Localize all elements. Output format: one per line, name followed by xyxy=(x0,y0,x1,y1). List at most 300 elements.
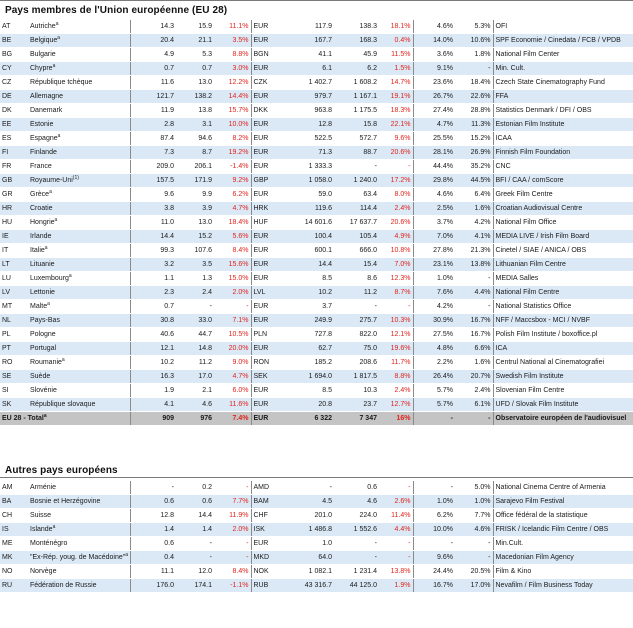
usd-share: 22.6% xyxy=(455,90,493,104)
gbo-2012: 6.1 xyxy=(289,62,334,76)
country-code: SK xyxy=(0,398,28,412)
table-row xyxy=(0,34,633,48)
footnote-mark: a xyxy=(61,357,65,363)
source: SPF Economie / Cinedata / FCB / VPDB xyxy=(493,34,633,48)
admissions-2012: - xyxy=(130,481,176,495)
table-row xyxy=(0,495,633,509)
currency: RON xyxy=(251,356,289,370)
source: National Film Office xyxy=(493,216,633,230)
currency: BGN xyxy=(251,48,289,62)
gbo-2013: 168.3 xyxy=(334,34,379,48)
country-name xyxy=(28,342,130,356)
admissions-change: -1.1% xyxy=(214,579,251,593)
source: NFF / Maccsbox - MCI / NVBF xyxy=(493,314,633,328)
admissions-2013: 44.7 xyxy=(176,328,214,342)
source: Min. Cult. xyxy=(493,62,633,76)
gbo-change: 14.7% xyxy=(379,76,413,90)
admissions-2013: - xyxy=(176,551,214,565)
gbo-change: - xyxy=(379,300,413,314)
national-share: 2.2% xyxy=(413,356,455,370)
usd-share: - xyxy=(455,537,493,551)
country-code: ME xyxy=(0,537,28,551)
country-name-text: Suède xyxy=(30,373,51,380)
currency: MKD xyxy=(251,551,289,565)
national-share: 6.2% xyxy=(413,509,455,523)
currency: CHF xyxy=(251,509,289,523)
table-row xyxy=(0,523,633,537)
table-row xyxy=(0,579,633,593)
admissions-2013: 13.0 xyxy=(176,76,214,90)
country-code: SI xyxy=(0,384,28,398)
country-name xyxy=(28,202,130,216)
gbo-change: 12.1% xyxy=(379,328,413,342)
admissions-2013: 17.0 xyxy=(176,370,214,384)
gbo-2013: 6.2 xyxy=(334,62,379,76)
country-code: GR xyxy=(0,188,28,202)
country-code: LU xyxy=(0,272,28,286)
gbo-2013: - xyxy=(334,160,379,174)
national-share: 27.4% xyxy=(413,104,455,118)
national-share: 29.8% xyxy=(413,174,455,188)
usd-share: - xyxy=(455,300,493,314)
gbo-2013: 1 817.5 xyxy=(334,370,379,384)
gbo-2012: 14.4 xyxy=(289,258,334,272)
gbo-change: 2.4% xyxy=(379,384,413,398)
admissions-change: 3.5% xyxy=(214,34,251,48)
country-name-text: Italie xyxy=(30,247,45,254)
gbo-change: 4.4% xyxy=(379,523,413,537)
usd-share: 6.6% xyxy=(455,342,493,356)
admissions-2013: 14.8 xyxy=(176,342,214,356)
gbo-2012: 1 333.3 xyxy=(289,160,334,174)
national-share: 4.7% xyxy=(413,118,455,132)
usd-share: 13.8% xyxy=(455,258,493,272)
gbo-2013: 15.4 xyxy=(334,258,379,272)
currency: DKK xyxy=(251,104,289,118)
country-name xyxy=(28,579,130,593)
country-name xyxy=(28,244,130,258)
country-name-text: Roumanie xyxy=(30,359,62,366)
country-code: BA xyxy=(0,495,28,509)
gbo-change: 7.0% xyxy=(379,258,413,272)
country-name xyxy=(28,174,130,188)
gbo-2013: 44 125.0 xyxy=(334,579,379,593)
admissions-2012: 1.9 xyxy=(130,384,176,398)
gbo-change: 1.5% xyxy=(379,62,413,76)
currency: SEK xyxy=(251,370,289,384)
currency: EUR xyxy=(251,398,289,412)
country-name xyxy=(28,216,130,230)
country-name xyxy=(28,314,130,328)
admissions-change: 5.6% xyxy=(214,230,251,244)
total-label xyxy=(0,412,130,426)
currency: CZK xyxy=(251,76,289,90)
country-code: BE xyxy=(0,34,28,48)
source: Czech State Cinematography Fund xyxy=(493,76,633,90)
admissions-2013: 2.4 xyxy=(176,286,214,300)
admissions-change: - xyxy=(214,300,251,314)
table-row xyxy=(0,76,633,90)
source: Office fédéral de la statistique xyxy=(493,509,633,523)
gbo-change: 4.9% xyxy=(379,230,413,244)
gbo-2012: - xyxy=(289,481,334,495)
gbo-2013: 1 167.1 xyxy=(334,90,379,104)
gbo-2013: 63.4 xyxy=(334,188,379,202)
national-share: 9.6% xyxy=(413,551,455,565)
gbo-change: 2.4% xyxy=(379,202,413,216)
admissions-2012: 99.3 xyxy=(130,244,176,258)
currency: EUR xyxy=(251,188,289,202)
admissions-2012: 157.5 xyxy=(130,174,176,188)
gbo-2013: 105.4 xyxy=(334,230,379,244)
admissions-2012: 4.9 xyxy=(130,48,176,62)
admissions-change: 8.4% xyxy=(214,244,251,258)
country-code: NO xyxy=(0,565,28,579)
admissions-2012: 4.1 xyxy=(130,398,176,412)
country-name xyxy=(28,356,130,370)
gbo-2013: 1 552.6 xyxy=(334,523,379,537)
country-name xyxy=(28,481,130,495)
table-row xyxy=(0,565,633,579)
total-gbo-change: 16% xyxy=(379,412,413,426)
usd-share: 21.3% xyxy=(455,244,493,258)
gbo-2013: 23.7 xyxy=(334,398,379,412)
gbo-change: 17.2% xyxy=(379,174,413,188)
country-code: LV xyxy=(0,286,28,300)
country-name xyxy=(28,188,130,202)
country-code: GB xyxy=(0,174,28,188)
country-code: RU xyxy=(0,579,28,593)
gbo-2013: 1 240.0 xyxy=(334,174,379,188)
usd-share: 35.2% xyxy=(455,160,493,174)
national-share: 10.0% xyxy=(413,523,455,537)
country-code: HU xyxy=(0,216,28,230)
usd-share: 4.6% xyxy=(455,523,493,537)
gbo-2012: 979.7 xyxy=(289,90,334,104)
admissions-2012: 14.3 xyxy=(130,20,176,34)
currency: LVL xyxy=(251,286,289,300)
country-name xyxy=(28,370,130,384)
table-row xyxy=(0,160,633,174)
total-usd-share: - xyxy=(455,412,493,426)
gbo-2012: 522.5 xyxy=(289,132,334,146)
gbo-change: 19.1% xyxy=(379,90,413,104)
gbo-2013: 10.3 xyxy=(334,384,379,398)
gbo-2013: 114.4 xyxy=(334,202,379,216)
source: BFI / CAA / comScore xyxy=(493,174,633,188)
currency: EUR xyxy=(251,34,289,48)
admissions-2013: - xyxy=(176,537,214,551)
country-code: CH xyxy=(0,509,28,523)
other-table xyxy=(0,481,633,593)
currency: EUR xyxy=(251,90,289,104)
country-code: PL xyxy=(0,328,28,342)
source: Sarajevo Film Festival xyxy=(493,495,633,509)
source: National Cinema Centre of Armenia xyxy=(493,481,633,495)
admissions-change: 15.7% xyxy=(214,104,251,118)
currency: EUR xyxy=(251,258,289,272)
admissions-2012: 0.4 xyxy=(130,551,176,565)
usd-share: - xyxy=(455,272,493,286)
gbo-2012: 727.8 xyxy=(289,328,334,342)
admissions-2013: 13.0 xyxy=(176,216,214,230)
national-share: 14.0% xyxy=(413,34,455,48)
gbo-2012: 1 058.0 xyxy=(289,174,334,188)
total-admissions-change: 7.4% xyxy=(214,412,251,426)
total-currency: EUR xyxy=(251,412,289,426)
gbo-change: 10.8% xyxy=(379,244,413,258)
gbo-change: 22.1% xyxy=(379,118,413,132)
country-name xyxy=(28,146,130,160)
admissions-change: 19.2% xyxy=(214,146,251,160)
admissions-2012: 11.1 xyxy=(130,565,176,579)
national-share: 2.5% xyxy=(413,202,455,216)
gbo-2013: 275.7 xyxy=(334,314,379,328)
table-row xyxy=(0,20,633,34)
gbo-2013: 4.6 xyxy=(334,495,379,509)
country-name xyxy=(28,48,130,62)
usd-share: 7.7% xyxy=(455,509,493,523)
table-row xyxy=(0,384,633,398)
admissions-change: 7.1% xyxy=(214,314,251,328)
gbo-2012: 43 316.7 xyxy=(289,579,334,593)
table-row xyxy=(0,509,633,523)
admissions-change: 12.2% xyxy=(214,76,251,90)
admissions-change: 8.2% xyxy=(214,132,251,146)
gbo-2013: 11.2 xyxy=(334,286,379,300)
admissions-2012: 121.7 xyxy=(130,90,176,104)
country-name-text: Bosnie et Herzégovine xyxy=(30,498,101,505)
national-share: 9.1% xyxy=(413,62,455,76)
country-code: CY xyxy=(0,62,28,76)
country-name xyxy=(28,118,130,132)
admissions-change: 4.7% xyxy=(214,202,251,216)
admissions-2013: 3.9 xyxy=(176,202,214,216)
gbo-change: 9.6% xyxy=(379,132,413,146)
national-share: 23.6% xyxy=(413,76,455,90)
eu-section-title: Pays membres de l'Union européenne (EU 28) xyxy=(5,5,228,16)
total-source: Observatoire européen de l'audiovisuel xyxy=(493,412,633,426)
country-name xyxy=(28,286,130,300)
table-row xyxy=(0,244,633,258)
table-row xyxy=(0,90,633,104)
country-name xyxy=(28,523,130,537)
source: National Statistics Office xyxy=(493,300,633,314)
national-share: 7.6% xyxy=(413,286,455,300)
country-name-text: Estonie xyxy=(30,121,54,128)
usd-share: 6.1% xyxy=(455,398,493,412)
country-name xyxy=(28,34,130,48)
table-row xyxy=(0,48,633,62)
table-row xyxy=(0,356,633,370)
gbo-2012: 185.2 xyxy=(289,356,334,370)
source: FFA xyxy=(493,90,633,104)
admissions-2013: 4.6 xyxy=(176,398,214,412)
source: Film & Kino xyxy=(493,565,633,579)
admissions-2013: 2.1 xyxy=(176,384,214,398)
admissions-2012: 7.3 xyxy=(130,146,176,160)
admissions-change: 7.7% xyxy=(214,495,251,509)
gbo-change: 20.6% xyxy=(379,216,413,230)
table-row xyxy=(0,328,633,342)
gbo-2012: 20.8 xyxy=(289,398,334,412)
admissions-2012: 87.4 xyxy=(130,132,176,146)
admissions-2013: 8.7 xyxy=(176,146,214,160)
currency: EUR xyxy=(251,62,289,76)
footnote-mark: a xyxy=(52,524,56,530)
country-code: AT xyxy=(0,20,28,34)
country-name xyxy=(28,551,130,565)
gbo-2012: 1 486.8 xyxy=(289,523,334,537)
source: Min.Cult. xyxy=(493,537,633,551)
admissions-2013: 174.1 xyxy=(176,579,214,593)
gbo-change: 12.3% xyxy=(379,272,413,286)
national-share: 24.4% xyxy=(413,565,455,579)
usd-share: 10.6% xyxy=(455,34,493,48)
gbo-2012: 1 082.1 xyxy=(289,565,334,579)
country-code: DE xyxy=(0,90,28,104)
footnote-mark: a xyxy=(49,189,52,195)
admissions-2013: - xyxy=(176,300,214,314)
table-row xyxy=(0,481,633,495)
country-name-text: Grèce xyxy=(30,191,50,198)
usd-share: 11.3% xyxy=(455,118,493,132)
national-share: 4.6% xyxy=(413,188,455,202)
gbo-2013: 8.6 xyxy=(334,272,379,286)
admissions-change: 10.5% xyxy=(214,328,251,342)
usd-share: - xyxy=(455,551,493,565)
national-share: 23.1% xyxy=(413,258,455,272)
country-name-text: Croatie xyxy=(30,205,53,212)
country-code: MK xyxy=(0,551,28,565)
admissions-change: - xyxy=(214,481,251,495)
country-name-text: Hongrie xyxy=(30,219,55,226)
country-code: SE xyxy=(0,370,28,384)
gbo-2012: 8.5 xyxy=(289,272,334,286)
top-rule xyxy=(0,0,633,1)
currency: EUR xyxy=(251,244,289,258)
usd-share: 44.5% xyxy=(455,174,493,188)
country-name-text: Arménie xyxy=(30,484,57,491)
currency: ISK xyxy=(251,523,289,537)
admissions-2012: 14.4 xyxy=(130,230,176,244)
admissions-2012: 2.3 xyxy=(130,286,176,300)
usd-share: 4.1% xyxy=(455,230,493,244)
usd-share: 17.0% xyxy=(455,579,493,593)
table-row xyxy=(0,398,633,412)
source: Croatian Audiovisual Centre xyxy=(493,202,633,216)
gbo-change: 1.9% xyxy=(379,579,413,593)
country-name-text: Autriche xyxy=(30,23,56,30)
table-row xyxy=(0,146,633,160)
country-name xyxy=(28,272,130,286)
admissions-change: 11.6% xyxy=(214,398,251,412)
gbo-change: - xyxy=(379,160,413,174)
footnote-mark: (1) xyxy=(72,175,79,181)
table-row xyxy=(0,370,633,384)
gbo-2012: 963.8 xyxy=(289,104,334,118)
country-code: CZ xyxy=(0,76,28,90)
country-name-text: Lettonie xyxy=(30,289,55,296)
gbo-2012: 100.4 xyxy=(289,230,334,244)
table-row xyxy=(0,537,633,551)
country-code: FR xyxy=(0,160,28,174)
admissions-change: 20.0% xyxy=(214,342,251,356)
gbo-change: 20.6% xyxy=(379,146,413,160)
other-rule xyxy=(0,477,633,478)
table-row xyxy=(0,342,633,356)
country-name xyxy=(28,160,130,174)
usd-share: 6.4% xyxy=(455,188,493,202)
currency: GBP xyxy=(251,174,289,188)
admissions-2012: 0.6 xyxy=(130,495,176,509)
country-name-text: Slovénie xyxy=(30,387,57,394)
gbo-2012: 4.5 xyxy=(289,495,334,509)
admissions-change: 18.4% xyxy=(214,216,251,230)
gbo-2013: 1 231.4 xyxy=(334,565,379,579)
admissions-2012: 12.1 xyxy=(130,342,176,356)
country-name-text: Finlande xyxy=(30,149,57,156)
admissions-2013: 9.9 xyxy=(176,188,214,202)
table-row xyxy=(0,258,633,272)
national-share: 1.0% xyxy=(413,495,455,509)
currency: EUR xyxy=(251,132,289,146)
country-name xyxy=(28,495,130,509)
source: MEDIA LIVE / Irish Film Board xyxy=(493,230,633,244)
footnote-mark: a xyxy=(44,245,48,251)
country-name xyxy=(28,565,130,579)
source: Greek Film Centre xyxy=(493,188,633,202)
gbo-2013: - xyxy=(334,300,379,314)
gbo-change: 19.6% xyxy=(379,342,413,356)
gbo-change: 2.6% xyxy=(379,495,413,509)
gbo-change: 11.5% xyxy=(379,48,413,62)
national-share: 27.5% xyxy=(413,328,455,342)
country-name xyxy=(28,384,130,398)
country-name xyxy=(28,509,130,523)
currency: EUR xyxy=(251,20,289,34)
gbo-2012: 62.7 xyxy=(289,342,334,356)
country-name-text: Portugal xyxy=(30,345,57,352)
currency: HRK xyxy=(251,202,289,216)
table-row xyxy=(0,551,633,565)
national-share: 4.2% xyxy=(413,300,455,314)
country-name-text: Bulgarie xyxy=(30,51,56,58)
gbo-2013: 666.0 xyxy=(334,244,379,258)
admissions-2012: 12.8 xyxy=(130,509,176,523)
admissions-change: 15.0% xyxy=(214,272,251,286)
source: Swedish Film Institute xyxy=(493,370,633,384)
source: Cinetel / SIAE / ANICA / OBS xyxy=(493,244,633,258)
currency: EUR xyxy=(251,146,289,160)
country-name-text: Danemark xyxy=(30,107,63,114)
currency: EUR xyxy=(251,272,289,286)
admissions-2013: 33.0 xyxy=(176,314,214,328)
source: UFD / Slovak Film Institute xyxy=(493,398,633,412)
source: National Film Center xyxy=(493,48,633,62)
admissions-change: - xyxy=(214,537,251,551)
gbo-change: 12.7% xyxy=(379,398,413,412)
admissions-2013: 15.9 xyxy=(176,20,214,34)
admissions-2013: 5.3 xyxy=(176,48,214,62)
footnote-mark: a xyxy=(57,133,61,139)
country-name-text: Norvège xyxy=(30,568,57,575)
gbo-2013: 17 637.7 xyxy=(334,216,379,230)
usd-share: 5.3% xyxy=(455,20,493,34)
admissions-2012: 0.7 xyxy=(130,62,176,76)
gbo-2013: 45.9 xyxy=(334,48,379,62)
admissions-2012: 11.9 xyxy=(130,104,176,118)
